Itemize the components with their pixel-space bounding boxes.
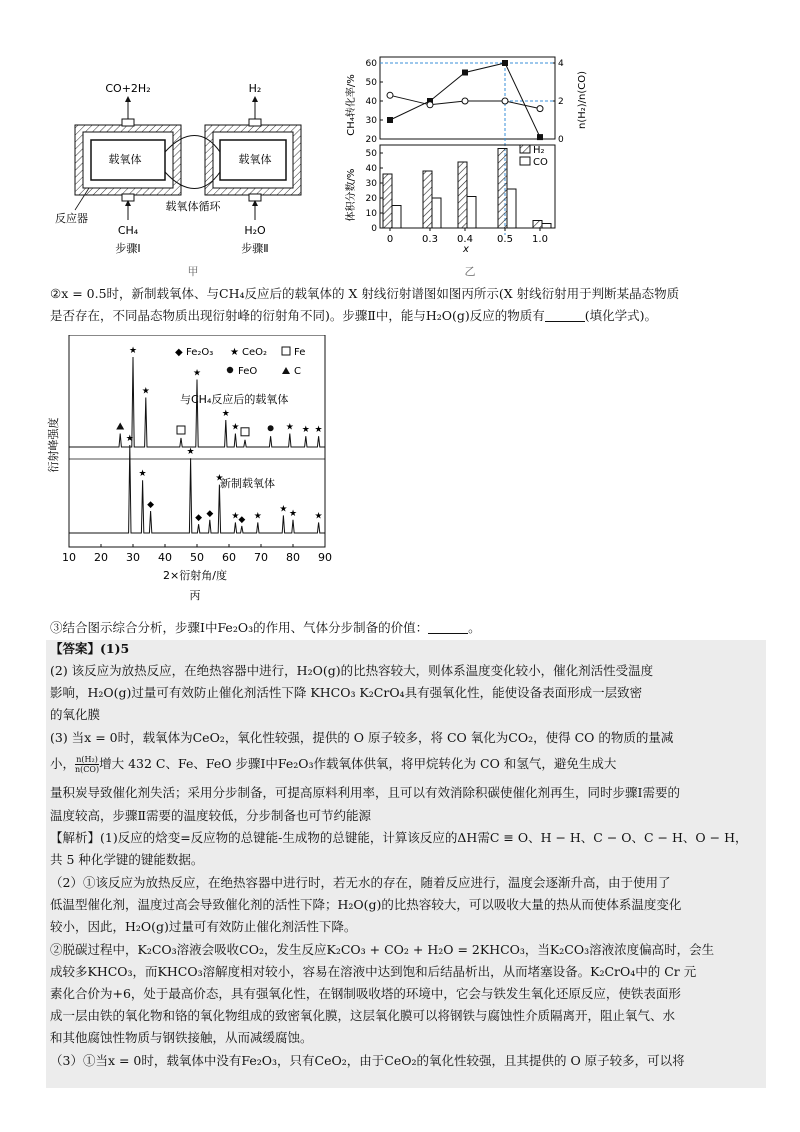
- point-ratio: [387, 92, 393, 98]
- legend-feo: FeO: [238, 366, 258, 377]
- yi-ylabel-right: n(H₂)/n(CO): [577, 70, 588, 130]
- bing-xlabel: 2×衍射角/度: [163, 569, 227, 582]
- answer-3-line-3: 量积炭导致催化剂失活；采用分步制备，可提高原料利用率，且可以有效消除积碳使催化剂再生，同时步骤Ⅰ需要的: [50, 785, 680, 800]
- bar-h2: [533, 221, 542, 229]
- analysis-2-line-1: （2）①该反应为放热反应，在绝热容器中进行时，若无水的存在，随着反应进行，温度会逐渐升高，由于使用了: [50, 875, 671, 890]
- point-ch4: [387, 117, 393, 123]
- tick-label-left: 20: [365, 194, 377, 204]
- tick-label-left: 20: [365, 135, 377, 145]
- analysis-2-line-3: 较小，因此，H₂O(g)过量可有效防止催化剂活性下降。: [50, 919, 357, 934]
- peak-marker: ★: [215, 473, 224, 484]
- answer-blank-2[interactable]: [428, 621, 468, 634]
- tick-label-left: 30: [365, 116, 377, 126]
- tick-label-x: 40: [158, 551, 172, 564]
- tick-label-left: 60: [365, 59, 377, 69]
- tick-label-x: 0.3: [422, 234, 438, 245]
- legend-fe2o3: Fe₂O₃: [186, 347, 214, 358]
- tick-label-left: 40: [365, 97, 377, 107]
- legend-c: C: [294, 366, 301, 377]
- answer-3-line-1: (3) 当x = 0时，载氧体为CeO₂，氧化性较强，提供的 O 原子较多，将 CO 氧化为CO₂，使得 CO 的物质的量减: [50, 730, 674, 745]
- tick-label-x: 10: [62, 551, 76, 564]
- peak-marker: ◆: [147, 500, 155, 510]
- yi-top-frame: [380, 57, 555, 139]
- reactor-left: [75, 119, 181, 201]
- point-ratio: [537, 106, 543, 112]
- bing-ylabel: 衍射峰强度: [47, 417, 60, 473]
- figure-jia-caption: 甲: [187, 265, 199, 278]
- bar-co: [507, 189, 516, 228]
- jia-top-right-label: H₂: [248, 82, 262, 95]
- tick-label-x: 70: [254, 551, 268, 564]
- yi-xlabel: x: [463, 244, 469, 255]
- tick-label-left: 0: [371, 224, 377, 234]
- question-2-line-2: 是否存在，不同晶态物质出现衍射峰的衍射角不同)。步骤Ⅱ中，能与H₂O(g)反应的物质有 (填化学式)。: [50, 308, 658, 323]
- jia-top-left-label: CO+2H₂: [105, 82, 151, 95]
- peak-marker: ◆: [206, 508, 214, 519]
- input-left-label: CH₄: [117, 224, 139, 237]
- peak-marker: [116, 423, 124, 430]
- tick-label-right: 4: [558, 59, 564, 69]
- peak-marker: ★: [221, 409, 230, 419]
- tick-label-left: 10: [365, 209, 377, 219]
- step2-label: 步骤Ⅱ: [241, 242, 269, 255]
- figure-jia: [55, 70, 330, 280]
- answer-3-line-2: 小， $\frac{\text{n(H₂)}}{n(CO)}$ 增大 432 C、Fe、FeO 步骤Ⅰ中Fe₂O₃作载氧体供氧，将甲烷转化为 CO 和氢气，避免生成大: [50, 755, 617, 774]
- figure-bing-caption: 丙: [189, 589, 201, 602]
- tick-label-left: 50: [365, 149, 377, 159]
- tick-label-x: 50: [190, 551, 204, 564]
- step1-label: 步骤Ⅰ: [115, 242, 141, 255]
- peak-marker: ◆: [195, 513, 203, 524]
- ratio-fraction: $\frac{\text{n(H₂)}}{n(CO)}$: [75, 755, 100, 774]
- peak-marker: ★: [279, 504, 288, 515]
- analysis-1-line-2: 共 5 种化学键的键能数据。: [50, 852, 204, 867]
- answer-2-line-3: 的氧化膜: [50, 707, 101, 722]
- bar-h2: [498, 149, 507, 229]
- peak-marker: ★: [141, 386, 150, 397]
- bar-h2: [423, 171, 432, 228]
- peak-marker: ★: [314, 425, 323, 436]
- input-right-label: H₂O: [244, 224, 266, 237]
- peak-marker: [268, 425, 274, 431]
- box-right-label: 载氧体: [238, 153, 272, 166]
- analysis-2-line-8: 和其他腐蚀性物质与钢铁接触，从而减缓腐蚀。: [50, 1030, 313, 1045]
- bar-co: [432, 198, 441, 228]
- svg-text:◆: ◆: [175, 347, 183, 358]
- analysis-2-line-7: 成一层由铁的氧化物和铬的氧化物组成的致密氧化膜，这层氧化膜可以将钢铁与腐蚀性介质隔离开，阻止氧气、水: [50, 1008, 676, 1023]
- point-ch4: [537, 134, 543, 140]
- analysis-2-line-2: 低温型催化剂，温度过高会导致催化剂的活性下降；H₂O(g)的比热容较大，可以吸收大量的热从而使体系温度变化: [50, 897, 682, 912]
- peak-marker: ★: [192, 368, 202, 379]
- tick-label-x: 90: [318, 551, 332, 564]
- peak-marker: [177, 426, 185, 434]
- question-3-line: ③结合图示综合分析，步骤Ⅰ中Fe₂O₃的作用、气体分步制备的价值： 。: [50, 620, 481, 635]
- tick-label-x: 0.4: [457, 234, 473, 245]
- answer-blank[interactable]: [545, 309, 585, 322]
- bar-h2: [458, 162, 467, 228]
- analysis-1-line-1: 【解析】(1)反应的焓变=反应物的总键能-生成物的总键能，计算该反应的ΔH需C ≡ O、H − H、C − O、C − H、O − H，: [50, 830, 748, 845]
- bar-h2: [383, 174, 392, 228]
- figure-yi-caption: 乙: [464, 265, 476, 278]
- answer-3-line-4: 温度较高，步骤Ⅱ需要的温度较低，分步制备也可节约能源: [50, 808, 371, 823]
- analysis-2-line-5: 成较多KHCO₃，而KHCO₃溶解度相对较小，容易在溶液中达到饱和后结晶析出，从而堵塞设备。K₂CrO₄中的 Cr 元: [50, 964, 697, 979]
- box-left-label: 载氧体: [108, 153, 142, 166]
- figure-yi: [340, 45, 600, 280]
- tick-label-x: 1.0: [532, 234, 548, 245]
- peak-marker: ★: [285, 422, 294, 433]
- peak-marker: ★: [138, 469, 147, 480]
- tick-label-right: 0: [558, 135, 564, 145]
- point-ratio: [462, 98, 468, 104]
- tick-label-x: 80: [286, 551, 300, 564]
- peak-marker: ★: [125, 434, 134, 444]
- cycle-label: 载氧体循环: [165, 200, 221, 213]
- point-ratio: [427, 102, 433, 108]
- question-2-line-1: ②x = 0.5时，新制载氧体、与CH₄反应后的载氧体的 X 射线衍射谱图如图丙所示(X 射线衍射用于判断某晶态物质: [50, 286, 680, 301]
- peak-marker: ★: [301, 425, 310, 436]
- tick-label-right: 2: [558, 97, 564, 107]
- legend-co: CO: [533, 157, 548, 168]
- peak-marker: ★: [186, 447, 195, 458]
- answer-2-line-1: (2) 该反应为放热反应，在绝热容器中进行，H₂O(g)的比热容较大，则体系温度变化较小，催化剂活性受温度: [50, 663, 654, 678]
- bar-co: [392, 206, 401, 229]
- tick-label-x: 30: [126, 551, 140, 564]
- peak-marker: [241, 428, 249, 436]
- point-ch4: [502, 60, 508, 66]
- tick-label-left: 40: [365, 164, 377, 174]
- bing-label-after: 与CH₄反应后的载氧体: [180, 393, 289, 406]
- analysis-2-line-4: ②脱碳过程中，K₂CO₃溶液会吸收CO₂，发生反应K₂CO₃ + CO₂ + H₂O = 2KHCO₃，当K₂CO₃溶液浓度偏高时，会生: [50, 942, 715, 957]
- peak-marker: ★: [288, 508, 298, 519]
- yi-ylabel-bottom: 体积分数/%: [346, 168, 357, 222]
- peak-marker: ◆: [238, 514, 246, 525]
- point-ch4: [462, 70, 468, 76]
- answer-heading: 【答案】(1)5: [50, 641, 130, 656]
- point-ratio: [502, 98, 508, 104]
- peak-marker: ★: [231, 422, 240, 433]
- bar-co: [542, 224, 551, 229]
- bing-label-fresh: 新制载氧体: [220, 477, 275, 490]
- figure-bing: [45, 335, 345, 610]
- svg-text:★: ★: [230, 347, 239, 358]
- peak-marker: ★: [253, 511, 262, 522]
- tick-label-x: 20: [94, 551, 108, 564]
- yi-ylabel-top: CH₄转化率/%: [346, 74, 357, 136]
- reactor-label: 反应器: [55, 212, 88, 225]
- legend-fe: Fe: [294, 347, 306, 358]
- reactor-right: [205, 119, 301, 201]
- bing-plot: [62, 346, 332, 564]
- peak-marker: ★: [231, 511, 240, 522]
- tick-label-x: 0: [386, 234, 394, 245]
- answer-2-line-2: 影响，H₂O(g)过量可有效防止催化剂活性下降 KHCO₃ K₂CrO₄具有强氧化性，能使设备表面形成一层致密: [50, 685, 643, 700]
- legend-h2: H₂: [533, 145, 545, 156]
- peak-marker: ★: [314, 511, 323, 522]
- tick-label-left: 50: [365, 78, 377, 88]
- peak-marker: ★: [128, 346, 138, 356]
- tick-label-x: 60: [222, 551, 236, 564]
- tick-label-left: 30: [365, 179, 377, 189]
- tick-label-x: 0.5: [497, 234, 513, 245]
- yi-legend: [520, 145, 548, 168]
- analysis-2-line-6: 素化合价为+6，处于最高价态，具有强氧化性，在钢制吸收塔的环境中，它会与铁发生氧化还原反应，使铁表面形: [50, 986, 681, 1001]
- legend-ceo2: CeO₂: [242, 347, 268, 358]
- analysis-3-line-1: （3）①当x = 0时，载氧体中没有Fe₂O₃，只有CeO₂，由于CeO₂的氧化性较强，且其提供的 O 原子较多，可以将: [50, 1053, 685, 1068]
- bar-co: [467, 197, 476, 229]
